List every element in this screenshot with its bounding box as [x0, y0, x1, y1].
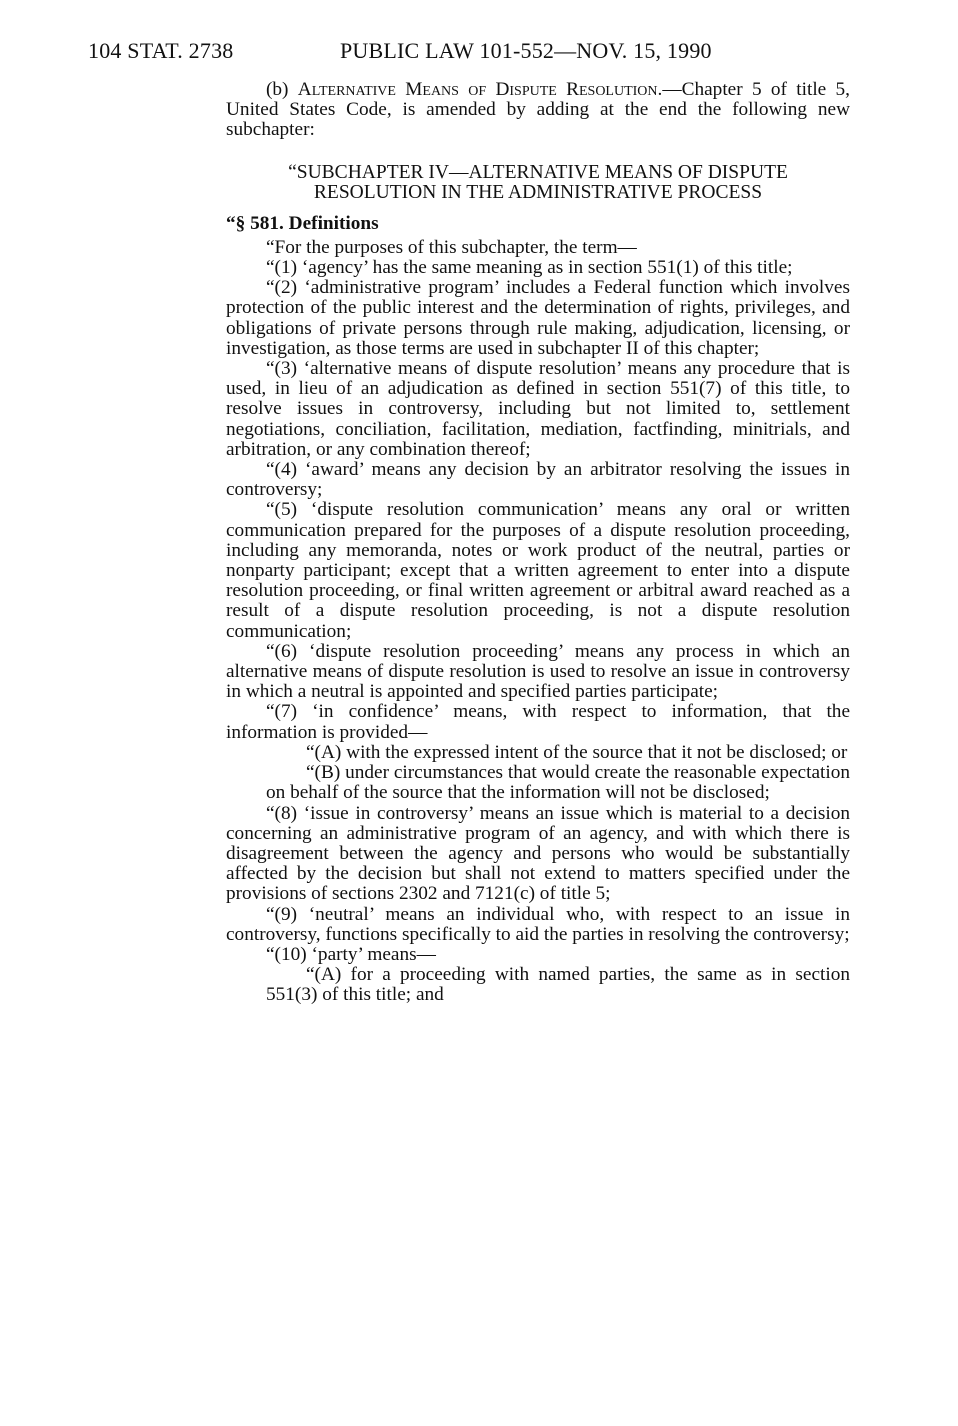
definition-6: “(6) ‘dispute resolution proceeding’ means any process in which an alternative means of dispute resolution is used to resolve an issue in controversy in which a neutral is appointed and specified parties participate;: [226, 640, 850, 703]
body-text: [226, 80, 850, 1006]
intro-heading: Alternative Means of Dispute Resolution.: [297, 79, 663, 100]
definition-7: “(7) ‘in confidence’ means, with respect to information, that the information is provided—: [226, 701, 850, 743]
definition-1: “(1) ‘agency’ has the same meaning as in section 551(1) of this title;: [266, 257, 793, 279]
intro-text: —Chapter 5 of title 5, United States Code, is amended by adding at the end the following new subchapter:: [226, 79, 850, 141]
running-header: PUBLIC LAW 101-552—NOV. 15, 1990: [340, 38, 712, 63]
definition-5: “(5) ‘dispute resolution communication’ means any oral or written communication prepared for the purposes of a dispute resolution proceeding, including any memoranda, notes or work product of the neutral, parties or nonparty participant; except that a written agreement to enter into a dispute resolution proceeding, or final written agreement or arbitral award reached as a result of a dispute resolution proceeding, is not a dispute resolution communication;: [226, 499, 850, 642]
definition-7-b: “(B) under circumstances that would create the reasonable expectation on behalf of the source that the information will not be disclosed;: [266, 762, 850, 804]
section-heading: “§ 581. Definitions: [226, 212, 379, 234]
lead-in: “For the purposes of this subchapter, the term—: [266, 236, 637, 258]
subchapter-title: “SUBCHAPTER IV—ALTERNATIVE MEANS OF DISPUTE RESOLUTION IN THE ADMINISTRATIVE PROCESS: [288, 161, 788, 204]
definition-3: “(3) ‘alternative means of dispute resolution’ means any procedure that is used, in lieu of an adjudication as defined in section 551(7) of this title, to resolve issues in controversy, including but not limited to, settlement negotiations, conciliation, facilitation, mediation, factfinding, minitrials, and arbitration, or any combination thereof;: [226, 358, 850, 460]
definition-8: “(8) ‘issue in controversy’ means an issue which is material to a decision concerning an administrative program of an agency, and with which there is disagreement between the agency and persons who would be substantially affected by the decision but shall not extend to matters specified under the provisions of sections 2302 and 7121(c) of title 5;: [226, 802, 850, 905]
amendment-intro: [226, 80, 850, 141]
stat-page-number: 104 STAT. 2738: [88, 38, 234, 63]
definition-2: “(2) ‘administrative program’ includes a Federal function which involves protection of the public interest and the determination of rights, privileges, and obligations of private persons through rule making, adjudication, licensing, or investigation, as those terms are used in subchapter II of this chapter;: [226, 277, 850, 359]
definition-4: “(4) ‘award’ means any decision by an arbitrator resolving the issues in controversy;: [226, 459, 850, 501]
definition-10-a: “(A) for a proceeding with named parties, the same as in section 551(3) of this title; and: [266, 964, 850, 1006]
definition-9: “(9) ‘neutral’ means an individual who, with respect to an issue in controversy, functions specifically to aid the parties in resolving the controversy;: [226, 903, 850, 945]
definition-10: “(10) ‘party’ means—: [266, 943, 436, 965]
definition-7-a: “(A) with the expressed intent of the source that it not be disclosed; or: [306, 741, 848, 763]
intro-label: (b): [266, 79, 298, 100]
